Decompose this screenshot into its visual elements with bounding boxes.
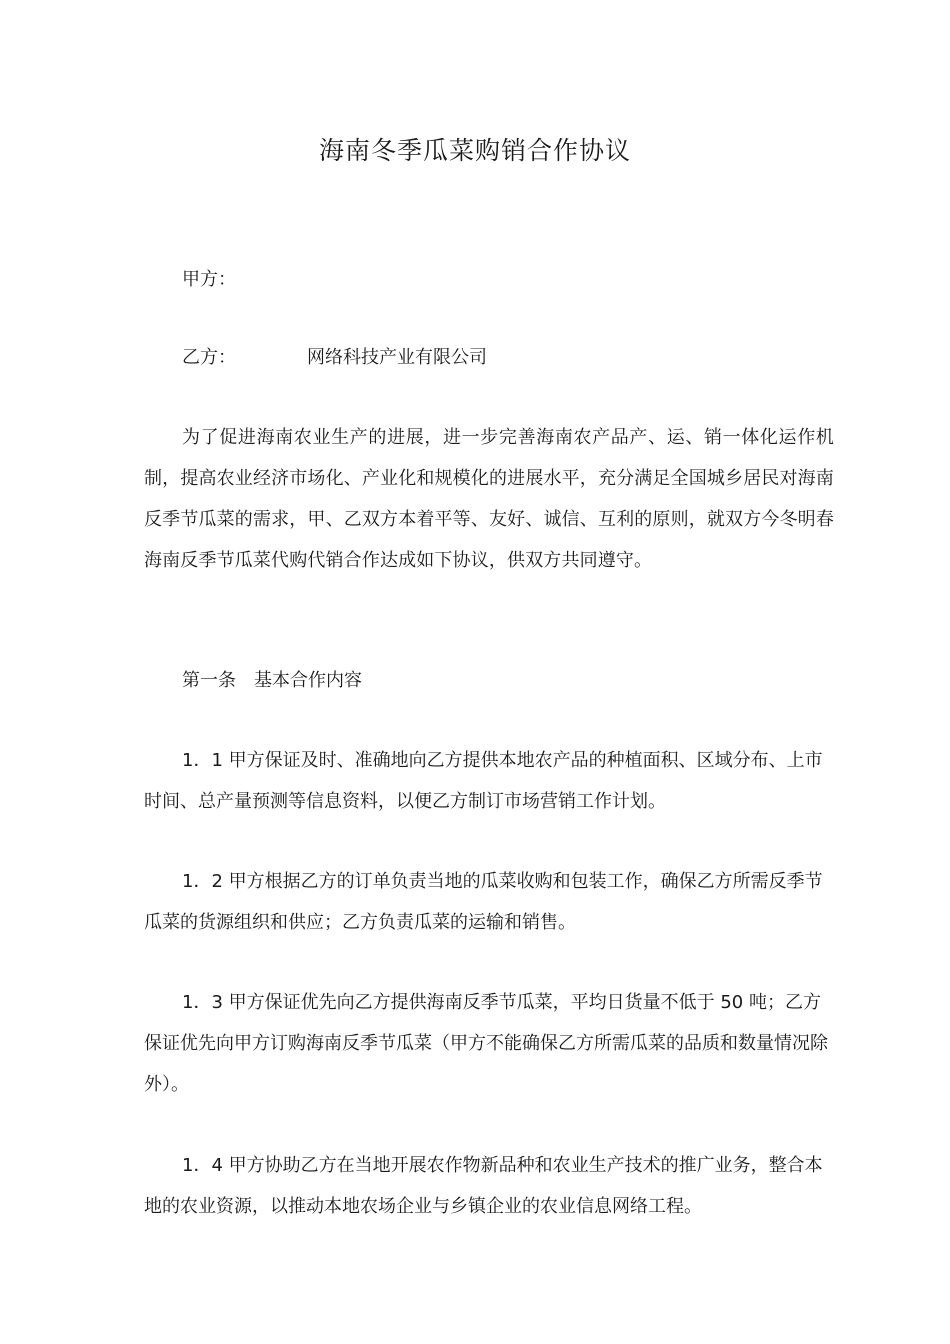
party-a-row [182,267,236,293]
party-a-label: 甲方： [182,269,236,290]
article-1-heading: 第一条 基本合作内容 [182,670,362,691]
clause-1-2: 1．2 甲方根据乙方的订单负责当地的瓜菜收购和包装工作，确保乙方所需反季节瓜菜的货源组织和供应；乙方负责瓜菜的运输和销售。 [144,871,823,933]
party-b-row [182,345,782,371]
clause-1-4: 1．4 甲方协助乙方在当地开展农作物新品种和农业生产技术的推广业务，整合本地的农业资源，以推动本地农场企业与乡镇企业的农业信息网络工程。 [144,1155,823,1217]
clause-1-3: 1．3 甲方保证优先向乙方提供海南反季节瓜菜，平均日货量不低于 50 吨；乙方保证优先向甲方订购海南反季节瓜菜（甲方不能确保乙方所需瓜菜的品质和数量情况除外）。 [144,992,828,1095]
preamble-paragraph: 为了促进海南农业生产的进展，进一步完善海南农产品产、运、销一体化运作机制，提高农业经济市场化、产业化和规模化的进展水平，充分满足全国城乡居民对海南反季节瓜菜的需求，甲、乙双方本着平等、友好、诚信、互利的原则，就双方今冬明春海南反季节瓜菜代购代销合作达成如下协议，供双方共同遵守。 [144,427,834,571]
party-b-value: 网络科技产业有限公司 [307,347,487,368]
document-title: 海南冬季瓜菜购销合作协议 [318,136,631,165]
party-b-label: 乙方： [182,347,236,368]
clause-1-1: 1．1 甲方保证及时、准确地向乙方提供本地农产品的种植面积、区域分布、上市时间、总产量预测等信息资料，以便乙方制订市场营销工作计划。 [144,750,823,812]
